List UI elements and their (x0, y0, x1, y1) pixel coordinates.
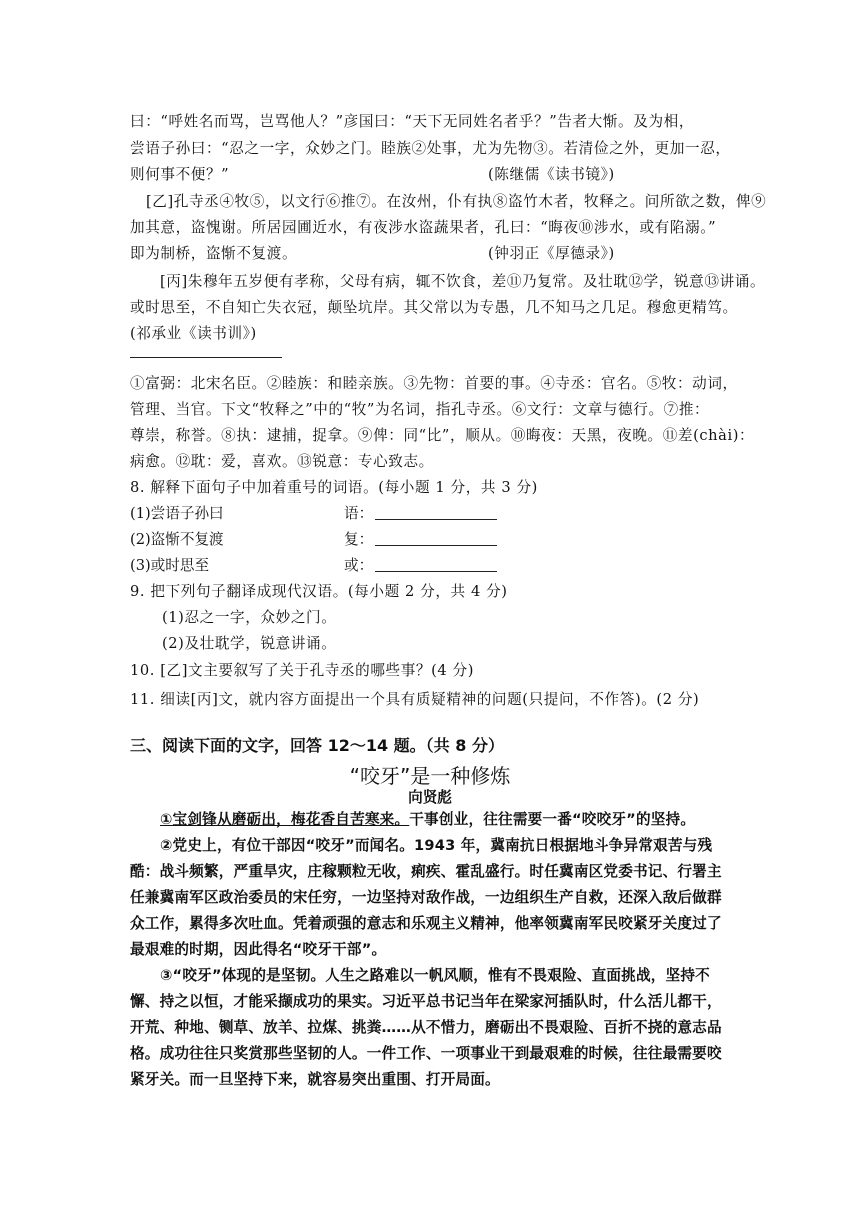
footnote-line-3: 尊崇，称誉。⑧执：逮捕，捉拿。⑨俾：同“比”，顺从。⑩晦夜：天黑，夜晚。⑪差(chài)： (130, 427, 755, 444)
footnote-divider (130, 357, 282, 358)
question-8-stem: 8. 解释下面句子中加着重号的词语。(每小题 1 分，共 3 分) (130, 479, 538, 496)
paragraph-1-underlined: ①宝剑锋从磨砺出，梅花香自苦寒来。 (160, 811, 410, 828)
paragraph-2-line-3: 任兼冀南军区政治委员的宋任穷，一边坚持对敌作战，一边组织生产自救，还深入敌后做群 (130, 889, 722, 906)
q8-item-2-answer (344, 528, 497, 549)
paragraph-3-line-1: ③“咬牙”体现的是坚韧。人生之路难以一帆风顺，惟有不畏艰险、直面挑战，坚持不 (160, 967, 710, 984)
source-citation-yi: (钟羽正《厚德录》) (488, 245, 615, 262)
q8-item-2-key: 复： (344, 531, 374, 548)
paragraph-2-line-1: ②党史上，有位干部因“咬牙”而闻名。1943 年，冀南抗日根据地斗争异常艰苦与残 (160, 837, 713, 854)
classical-line-7: [丙]朱穆年五岁便有孝称，父母有病，辄不饮食，差⑪乃复常。及壮耽⑫学，锐意⑬讲诵。 (160, 273, 766, 290)
footnote-line-1: ①富弼：北宋名臣。②睦族：和睦亲族。③先物：首要的事。④寺丞：官名。⑤牧：动词， (130, 375, 738, 392)
source-citation-jia: (陈继儒《读书镜》) (488, 166, 615, 183)
classical-line-3-text: 则何事不便？” (130, 166, 230, 183)
classical-line-3 (130, 163, 615, 184)
paragraph-3-line-3: 开荒、种地、铡草、放羊、拉煤、挑粪……从不惜力，磨砺出不畏艰险、百折不挠的意志品 (130, 1019, 722, 1036)
article-author: 向贤彪 (408, 789, 452, 806)
q8-item-3-key: 或： (344, 557, 374, 574)
paragraph-3-line-4: 格。成功往往只奖赏那些坚韧的人。一件工作、一项事业干到最艰难的时候，往往最需要咬 (130, 1045, 722, 1062)
classical-line-5: 加其意，盗愧谢。所居园圃近水，有夜涉水盗蔬果者，孔曰：“晦夜⑩涉水，或有陷溺。” (130, 219, 717, 236)
q8-answer-blank-1[interactable] (375, 505, 497, 520)
paragraph-3-line-2: 懈、持之以恒，才能采撷成功的果实。习近平总书记当年在梁家河插队时，什么活儿都干， (130, 993, 722, 1010)
classical-line-2: 尝语子孙曰：“忍之一字，众妙之门。睦族②处事，尤为先物③。若清俭之外，更加一忍， (130, 140, 731, 157)
classical-line-8: 或时思至，不自知亡失衣冠，颠坠坑岸。其父常以为专愚，几不知马之几足。穆愈更精笃。 (130, 299, 738, 316)
q8-answer-blank-3[interactable] (375, 557, 497, 572)
footnote-line-4: 病愈。⑫耽：爱，喜欢。⑬锐意：专心致志。 (130, 453, 434, 470)
question-10: 10. [乙]文主要叙写了关于孔寺丞的哪些事？(4 分) (130, 662, 475, 679)
question-9-stem: 9. 把下列句子翻译成现代汉语。(每小题 2 分，共 4 分) (130, 583, 508, 600)
q9-sentence-1: (1)忍之一字，众妙之门。 (162, 609, 337, 626)
q8-item-3-answer (344, 554, 497, 575)
classical-line-6 (130, 242, 615, 263)
article-title: “咬牙”是一种修炼 (349, 764, 511, 788)
q8-item-1-answer (344, 502, 497, 523)
q8-answer-blank-2[interactable] (375, 531, 497, 546)
source-citation-bing: (祁承业《读书训》) (130, 325, 257, 342)
paragraph-1-rest: 干事创业，往往需要一番“咬咬牙”的坚持。 (409, 811, 696, 828)
q8-item-1-sentence: (1)尝语子孙曰 (130, 505, 224, 522)
footnote-line-2: 管理、当官。下文“牧释之”中的“牧”为名词，指孔寺丞。⑥文行：文章与德行。⑦推： (130, 401, 710, 418)
paragraph-2-line-2: 酷：战斗频繁，严重旱灾，庄稼颗粒无收，痢疾、霍乱盛行。时任冀南区党委书记、行署主 (130, 863, 722, 880)
paragraph-2-line-5: 最艰难的时期，因此得名“咬牙干部”。 (130, 941, 387, 958)
q9-sentence-2: (2)及壮耽学，锐意讲诵。 (162, 635, 337, 652)
classical-line-6-text: 即为制桥，盗惭不复渡。 (130, 245, 298, 262)
q8-item-1-key: 语： (344, 505, 374, 522)
paragraph-1 (160, 808, 695, 829)
question-11: 11. 细读[丙]文，就内容方面提出一个具有质疑精神的问题(只提问，不作答)。(2 分) (130, 691, 700, 708)
paragraph-2-line-4: 众工作，累得多次吐血。凭着顽强的意志和乐观主义精神，他率领冀南军民咬紧牙关度过了 (130, 915, 722, 932)
paragraph-3-line-5: 紧牙关。而一旦坚持下来，就容易突出重围、打开局面。 (130, 1071, 500, 1088)
classical-line-4: [乙]孔寺丞④牧⑤，以文行⑥推⑦。在汝州，仆有执⑧盗竹木者，牧释之。问所欲之数，俾⑨ (146, 193, 767, 210)
q8-item-3-sentence: (3)或时思至 (130, 557, 210, 574)
classical-line-1: 曰：“呼姓名而骂，岂骂他人？”彦国曰：“天下无同姓名者乎？”告者大惭。及为相， (130, 113, 695, 130)
section-3-heading: 三、阅读下面的文字，回答 12～14 题。（共 8 分） (130, 736, 504, 755)
q8-item-2-sentence: (2)盗惭不复渡 (130, 531, 224, 548)
